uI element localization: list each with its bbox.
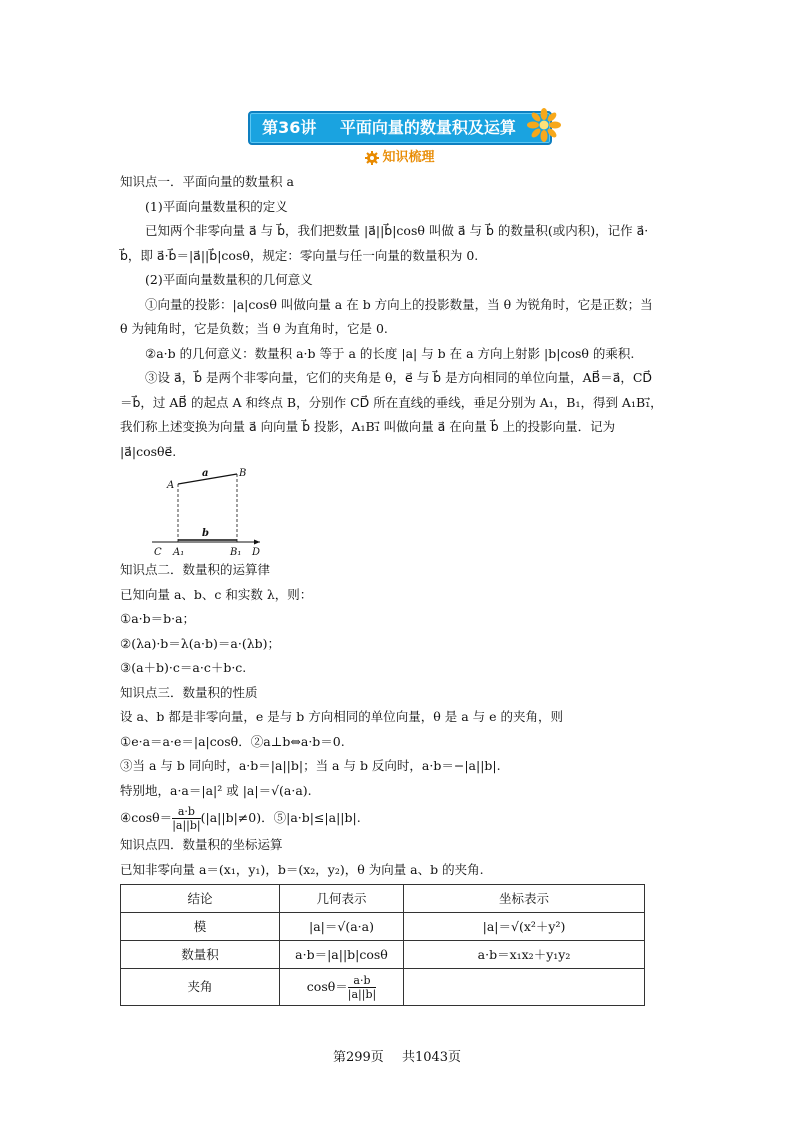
table-cell-geo: a·b＝|a||b|cosθ	[280, 941, 404, 969]
table-header: 几何表示	[280, 885, 404, 913]
projection-figure	[120, 464, 680, 558]
k1-geo-3d: |a⃗|cosθe⃗.	[120, 443, 177, 459]
k2-law-3: ③(a＋b)·c＝a·c＋b·c.	[120, 660, 247, 675]
k2-law-1: ①a·b＝b·a；	[120, 611, 196, 626]
section-heading	[120, 146, 680, 170]
page-number: 第299页	[332, 1050, 384, 1065]
k1-subtitle-1: (1)平面向量数量积的定义	[145, 198, 288, 214]
table-header-row	[121, 885, 645, 913]
k3-prop-4-post: (|a||b|≠0)．⑤|a·b|≤|a||b|.	[200, 810, 361, 825]
gear-icon	[365, 151, 379, 165]
k3-prop-4-pre: ④cosθ＝	[120, 810, 173, 825]
table-cell-coord: |a|＝√(x²＋y²)	[404, 913, 645, 941]
page-footer	[0, 1046, 794, 1065]
k3-prop-4-den: |a||b|	[172, 819, 201, 832]
table-cell-num: a·b	[348, 974, 376, 988]
projection-diagram	[120, 464, 270, 558]
label-D: D	[252, 547, 261, 558]
label-b: b	[202, 528, 209, 539]
table-cell-coord: a·b＝x₁x₂＋y₁y₂	[404, 941, 645, 969]
k3-title: 知识点三．数量积的性质	[120, 684, 258, 700]
k1-geo-3a: ③设 a⃗，b⃗ 是两个非零向量，它们的夹角是 θ，e⃗ 与 b⃗ 是方向相同的单位向量，AB⃗＝a⃗，CD⃗	[145, 370, 653, 385]
page-total: 共1043页	[401, 1050, 462, 1065]
label-B: B	[239, 468, 247, 479]
k1-geo-3c: 我们称上述变换为向量 a⃗ 向向量 b⃗ 投影，A₁B₁⃗ 叫做向量 a⃗ 在向量 b⃗ 上的投影向量．记为	[120, 419, 616, 434]
table-cell-label: 数量积	[121, 941, 280, 969]
label-A: A	[167, 480, 175, 491]
k3-prop-1: ①e·a＝a·e＝|a|cosθ．②a⊥b⇔a·b＝0.	[120, 733, 345, 749]
k2-law-2: ②(λa)·b＝λ(a·b)＝a·(λb)；	[120, 635, 281, 651]
k3-prop-4	[120, 803, 680, 833]
k1-definition-line-2: b⃗，即 a⃗·b⃗＝|a⃗||b⃗|cosθ，规定：零向量与任一向量的数量积为 0.	[120, 247, 479, 263]
title-row	[120, 110, 680, 146]
k1-geo-1a: ①向量的投影：|a|cosθ 叫做向量 a 在 b 方向上的投影数量，当 θ 为锐角时，它是正数；当	[145, 296, 653, 312]
k2-title: 知识点二．数量积的运算律	[120, 562, 271, 577]
k4-intro: 已知非零向量 a＝(x₁，y₁)，b＝(x₂，y₂)，θ 为向量 a、b 的夹角.	[120, 861, 484, 877]
table-cell-label: 夹角	[121, 969, 280, 1006]
k3-prop-4-fraction	[172, 805, 200, 832]
k3-prop-2: ③当 a 与 b 同向时，a·b＝|a||b|；当 a 与 b 反向时，a·b＝−|a||b|.	[120, 758, 501, 773]
table-row	[121, 941, 645, 969]
table-cell-den: |a||b|	[347, 987, 377, 1001]
label-B1: B₁	[230, 547, 242, 558]
table-cell-fraction	[348, 974, 376, 1001]
label-A1: A₁	[173, 547, 185, 558]
table-header: 坐标表示	[404, 885, 645, 913]
table-cell-geo-pre: cosθ＝	[306, 978, 348, 994]
k4-title: 知识点四．数量积的坐标运算	[120, 837, 283, 852]
k2-intro: 已知向量 a、b、c 和实数 λ，则：	[120, 586, 313, 602]
table-cell-geo: |a|＝√(a·a)	[280, 913, 404, 941]
k1-definition-line-1: 已知两个非零向量 a⃗ 与 b⃗，我们把数量 |a⃗||b⃗|cosθ 叫做 a⃗ 与 b⃗ 的数量积(或内积)，记作 a⃗·	[145, 223, 649, 238]
k1-geo-2: ②a·b 的几何意义：数量积 a·b 等于 a 的长度 |a| 与 b 在 a 方向上射影 |b|cosθ 的乘积.	[145, 345, 635, 361]
document-body	[120, 110, 680, 1006]
k1-title: 知识点一．平面向量的数量积 a	[120, 174, 294, 189]
lesson-title	[248, 111, 552, 145]
k1-geo-1b: θ 为钝角时，它是负数；当 θ 为直角时，它是 0.	[120, 321, 388, 336]
k3-intro: 设 a、b 都是非零向量，e 是与 b 方向相同的单位向量，θ 是 a 与 e 的夹角，则	[120, 709, 563, 724]
table-header: 结论	[121, 885, 280, 913]
label-a: a	[202, 468, 209, 479]
k3-prop-3: 特别地，a·a＝|a|² 或 |a|＝√(a·a).	[120, 782, 312, 798]
label-C: C	[154, 547, 162, 558]
lesson-title-text: 平面向量的数量积及运算	[339, 118, 516, 137]
table-row	[121, 969, 645, 1006]
coordinate-table	[120, 884, 645, 1006]
table-cell-geo	[280, 969, 404, 1006]
table-cell-coord	[404, 969, 645, 1006]
k3-prop-4-num: a·b	[172, 805, 200, 819]
table-cell-label: 模	[121, 913, 280, 941]
k1-subtitle-2: (2)平面向量数量积的几何意义	[145, 272, 313, 287]
flower-icon	[526, 107, 562, 143]
lesson-number: 第36讲	[262, 118, 317, 137]
table-row	[121, 913, 645, 941]
k1-geo-3b: ＝b⃗，过 AB⃗ 的起点 A 和终点 B，分别作 CD⃗ 所在直线的垂线，垂足分别为 A₁，B₁，得到 A₁B₁⃗，	[120, 394, 663, 410]
section-title: 知识梳理	[382, 149, 435, 165]
